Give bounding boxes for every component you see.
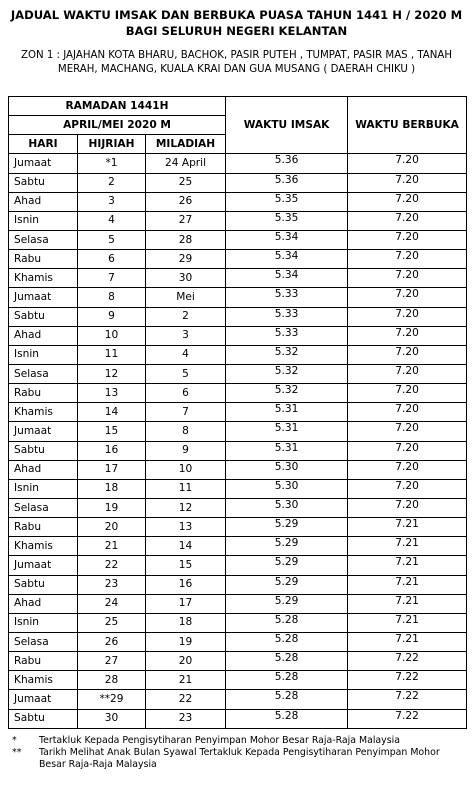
imsak-cell: 5.30 (226, 460, 348, 479)
miladiah-cell: 7 (146, 403, 226, 422)
miladiah-cell: 11 (146, 479, 226, 498)
day-cell: Jumaat (9, 690, 78, 709)
berbuka-cell: 7.22 (348, 652, 467, 671)
berbuka-cell: 7.22 (348, 671, 467, 690)
day-cell: Isnin (9, 345, 78, 364)
hijriah-cell: 16 (78, 441, 146, 460)
imsak-cell: 5.32 (226, 384, 348, 403)
imsak-cell: 5.29 (226, 594, 348, 613)
berbuka-cell: 7.21 (348, 594, 467, 613)
day-cell: Khamis (9, 671, 78, 690)
footnote-1-text: Tertakluk Kepada Pengisytiharan Penyimpan Mohor Besar Raja-Raja Malaysia (39, 735, 400, 746)
berbuka-cell: 7.21 (348, 556, 467, 575)
imsak-cell: 5.28 (226, 690, 348, 709)
day-cell: Jumaat (9, 154, 78, 173)
day-cell: Ahad (9, 326, 78, 345)
day-cell: Sabtu (9, 441, 78, 460)
schedule-table (8, 96, 467, 729)
day-cell: Isnin (9, 211, 78, 230)
berbuka-cell: 7.22 (348, 709, 467, 728)
miladiah-cell: 27 (146, 211, 226, 230)
berbuka-cell: 7.21 (348, 518, 467, 537)
imsak-cell: 5.29 (226, 518, 348, 537)
hijriah-cell: *1 (78, 154, 146, 173)
title-line-2: BAGI SELURUH NEGERI KELANTAN (125, 24, 348, 38)
miladiah-cell: 28 (146, 230, 226, 249)
imsak-cell: 5.30 (226, 498, 348, 517)
imsak-cell: 5.28 (226, 709, 348, 728)
day-cell: Ahad (9, 594, 78, 613)
berbuka-cell: 7.20 (348, 173, 467, 192)
miladiah-cell: 20 (146, 652, 226, 671)
table-row (9, 441, 467, 460)
miladiah-cell: 23 (146, 709, 226, 728)
day-cell: Khamis (9, 403, 78, 422)
day-cell: Sabtu (9, 307, 78, 326)
day-cell: Jumaat (9, 556, 78, 575)
berbuka-cell: 7.20 (348, 498, 467, 517)
table-row (9, 384, 467, 403)
table-row (9, 422, 467, 441)
miladiah-cell: 5 (146, 364, 226, 383)
table-row (9, 594, 467, 613)
imsak-cell: 5.35 (226, 192, 348, 211)
imsak-cell: 5.28 (226, 613, 348, 632)
miladiah-cell: 3 (146, 326, 226, 345)
miladiah-cell: 16 (146, 575, 226, 594)
document-title (0, 7, 473, 39)
hijriah-cell: 13 (78, 384, 146, 403)
berbuka-cell: 7.21 (348, 613, 467, 632)
zone-line-1: ZON 1 : JAJAHAN KOTA BHARU, BACHOK, PASIR PUTEH , TUMPAT, PASIR MAS , TANAH (20, 50, 453, 61)
imsak-cell: 5.36 (226, 173, 348, 192)
imsak-cell: 5.34 (226, 250, 348, 269)
footnote-2-text: Tarikh Melihat Anak Bulan Syawal Tertakluk Kepada Pengisytiharan Penyimpan Mohor Besar Raja-Raja Malaysia (39, 747, 440, 771)
day-cell: Selasa (9, 632, 78, 651)
berbuka-cell: 7.20 (348, 192, 467, 211)
imsak-cell: 5.34 (226, 230, 348, 249)
imsak-cell: 5.28 (226, 632, 348, 651)
miladiah-cell: 21 (146, 671, 226, 690)
hijriah-cell: **29 (78, 690, 146, 709)
day-cell: Jumaat (9, 422, 78, 441)
table-row (9, 537, 467, 556)
footnote-2 (12, 747, 467, 771)
hijriah-cell: 11 (78, 345, 146, 364)
hijriah-cell: 2 (78, 173, 146, 192)
berbuka-cell: 7.21 (348, 632, 467, 651)
imsak-cell: 5.29 (226, 537, 348, 556)
hijriah-cell: 14 (78, 403, 146, 422)
zone-line-2: MERAH, MACHANG, KUALA KRAI DAN GUA MUSANG ( DAERAH CHIKU ) (57, 64, 416, 75)
hijriah-cell: 19 (78, 498, 146, 517)
imsak-cell: 5.35 (226, 211, 348, 230)
table-row (9, 269, 467, 288)
imsak-cell: 5.30 (226, 479, 348, 498)
imsak-cell: 5.34 (226, 269, 348, 288)
berbuka-cell: 7.20 (348, 460, 467, 479)
miladiah-cell: 12 (146, 498, 226, 517)
berbuka-cell: 7.20 (348, 326, 467, 345)
imsak-cell: 5.33 (226, 326, 348, 345)
table-row (9, 709, 467, 728)
miladiah-cell: 29 (146, 250, 226, 269)
hijriah-cell: 3 (78, 192, 146, 211)
hijriah-cell: 15 (78, 422, 146, 441)
day-cell: Khamis (9, 537, 78, 556)
table-row (9, 613, 467, 632)
day-cell: Khamis (9, 269, 78, 288)
miladiah-cell: 15 (146, 556, 226, 575)
imsak-cell: 5.29 (226, 556, 348, 575)
header-miladiah: MILADIAH (146, 135, 226, 154)
imsak-cell: 5.32 (226, 364, 348, 383)
hijriah-cell: 10 (78, 326, 146, 345)
imsak-cell: 5.33 (226, 288, 348, 307)
header-hari: HARI (9, 135, 78, 154)
miladiah-cell: Mei (146, 288, 226, 307)
day-cell: Sabtu (9, 173, 78, 192)
miladiah-cell: 14 (146, 537, 226, 556)
table-row (9, 173, 467, 192)
day-cell: Sabtu (9, 709, 78, 728)
table-row (9, 498, 467, 517)
hijriah-cell: 17 (78, 460, 146, 479)
day-cell: Isnin (9, 479, 78, 498)
header-row-1 (9, 97, 467, 116)
miladiah-cell: 19 (146, 632, 226, 651)
miladiah-cell: 24 April (146, 154, 226, 173)
hijriah-cell: 20 (78, 518, 146, 537)
miladiah-cell: 18 (146, 613, 226, 632)
berbuka-cell: 7.20 (348, 307, 467, 326)
berbuka-cell: 7.20 (348, 211, 467, 230)
imsak-cell: 5.28 (226, 652, 348, 671)
day-cell: Ahad (9, 460, 78, 479)
table-row (9, 479, 467, 498)
hijriah-cell: 24 (78, 594, 146, 613)
header-waktu-imsak: WAKTU IMSAK (226, 97, 348, 154)
table-row (9, 307, 467, 326)
table-row (9, 690, 467, 709)
hijriah-cell: 23 (78, 575, 146, 594)
berbuka-cell: 7.20 (348, 441, 467, 460)
imsak-cell: 5.29 (226, 575, 348, 594)
table-row (9, 326, 467, 345)
hijriah-cell: 12 (78, 364, 146, 383)
schedule-body (9, 154, 467, 728)
imsak-cell: 5.32 (226, 345, 348, 364)
imsak-cell: 5.31 (226, 403, 348, 422)
berbuka-cell: 7.22 (348, 690, 467, 709)
title-line-1: JADUAL WAKTU IMSAK DAN BERBUKA PUASA TAHUN 1441 H / 2020 M (10, 8, 463, 22)
berbuka-cell: 7.20 (348, 403, 467, 422)
miladiah-cell: 4 (146, 345, 226, 364)
miladiah-cell: 13 (146, 518, 226, 537)
miladiah-cell: 8 (146, 422, 226, 441)
miladiah-cell: 9 (146, 441, 226, 460)
footnotes (12, 735, 467, 772)
table-row (9, 460, 467, 479)
hijriah-cell: 27 (78, 652, 146, 671)
day-cell: Selasa (9, 230, 78, 249)
hijriah-cell: 4 (78, 211, 146, 230)
hijriah-cell: 22 (78, 556, 146, 575)
berbuka-cell: 7.20 (348, 269, 467, 288)
hijriah-cell: 25 (78, 613, 146, 632)
table-row (9, 652, 467, 671)
day-cell: Selasa (9, 364, 78, 383)
footnote-1 (12, 735, 467, 747)
berbuka-cell: 7.20 (348, 479, 467, 498)
table-row (9, 345, 467, 364)
day-cell: Rabu (9, 250, 78, 269)
imsak-cell: 5.31 (226, 422, 348, 441)
berbuka-cell: 7.20 (348, 422, 467, 441)
hijriah-cell: 7 (78, 269, 146, 288)
day-cell: Jumaat (9, 288, 78, 307)
miladiah-cell: 17 (146, 594, 226, 613)
berbuka-cell: 7.20 (348, 288, 467, 307)
berbuka-cell: 7.21 (348, 537, 467, 556)
hijriah-cell: 18 (78, 479, 146, 498)
table-row (9, 211, 467, 230)
berbuka-cell: 7.20 (348, 250, 467, 269)
imsak-cell: 5.33 (226, 307, 348, 326)
table-row (9, 403, 467, 422)
miladiah-cell: 10 (146, 460, 226, 479)
table-row (9, 575, 467, 594)
miladiah-cell: 2 (146, 307, 226, 326)
hijriah-cell: 30 (78, 709, 146, 728)
table-row (9, 632, 467, 651)
table-row (9, 364, 467, 383)
header-ramadan: RAMADAN 1441H (9, 97, 226, 116)
day-cell: Rabu (9, 652, 78, 671)
footnote-1-mark: * (12, 735, 17, 746)
miladiah-cell: 6 (146, 384, 226, 403)
berbuka-cell: 7.20 (348, 230, 467, 249)
miladiah-cell: 30 (146, 269, 226, 288)
table-row (9, 250, 467, 269)
berbuka-cell: 7.20 (348, 384, 467, 403)
hijriah-cell: 5 (78, 230, 146, 249)
footnote-2-mark: ** (12, 747, 22, 759)
day-cell: Sabtu (9, 575, 78, 594)
miladiah-cell: 22 (146, 690, 226, 709)
day-cell: Isnin (9, 613, 78, 632)
header-hijriah: HIJRIAH (78, 135, 146, 154)
zone-description (6, 49, 467, 77)
miladiah-cell: 26 (146, 192, 226, 211)
berbuka-cell: 7.20 (348, 345, 467, 364)
hijriah-cell: 28 (78, 671, 146, 690)
berbuka-cell: 7.20 (348, 154, 467, 173)
miladiah-cell: 25 (146, 173, 226, 192)
table-row (9, 288, 467, 307)
table-row (9, 556, 467, 575)
imsak-cell: 5.28 (226, 671, 348, 690)
hijriah-cell: 8 (78, 288, 146, 307)
berbuka-cell: 7.20 (348, 364, 467, 383)
table-row (9, 192, 467, 211)
imsak-cell: 5.31 (226, 441, 348, 460)
berbuka-cell: 7.21 (348, 575, 467, 594)
hijriah-cell: 6 (78, 250, 146, 269)
table-row (9, 518, 467, 537)
hijriah-cell: 21 (78, 537, 146, 556)
table-row (9, 671, 467, 690)
day-cell: Rabu (9, 384, 78, 403)
day-cell: Ahad (9, 192, 78, 211)
day-cell: Rabu (9, 518, 78, 537)
imsak-cell: 5.36 (226, 154, 348, 173)
hijriah-cell: 26 (78, 632, 146, 651)
table-row (9, 230, 467, 249)
header-month: APRIL/MEI 2020 M (9, 116, 226, 135)
header-waktu-berbuka: WAKTU BERBUKA (348, 97, 467, 154)
day-cell: Selasa (9, 498, 78, 517)
hijriah-cell: 9 (78, 307, 146, 326)
table-row (9, 154, 467, 173)
